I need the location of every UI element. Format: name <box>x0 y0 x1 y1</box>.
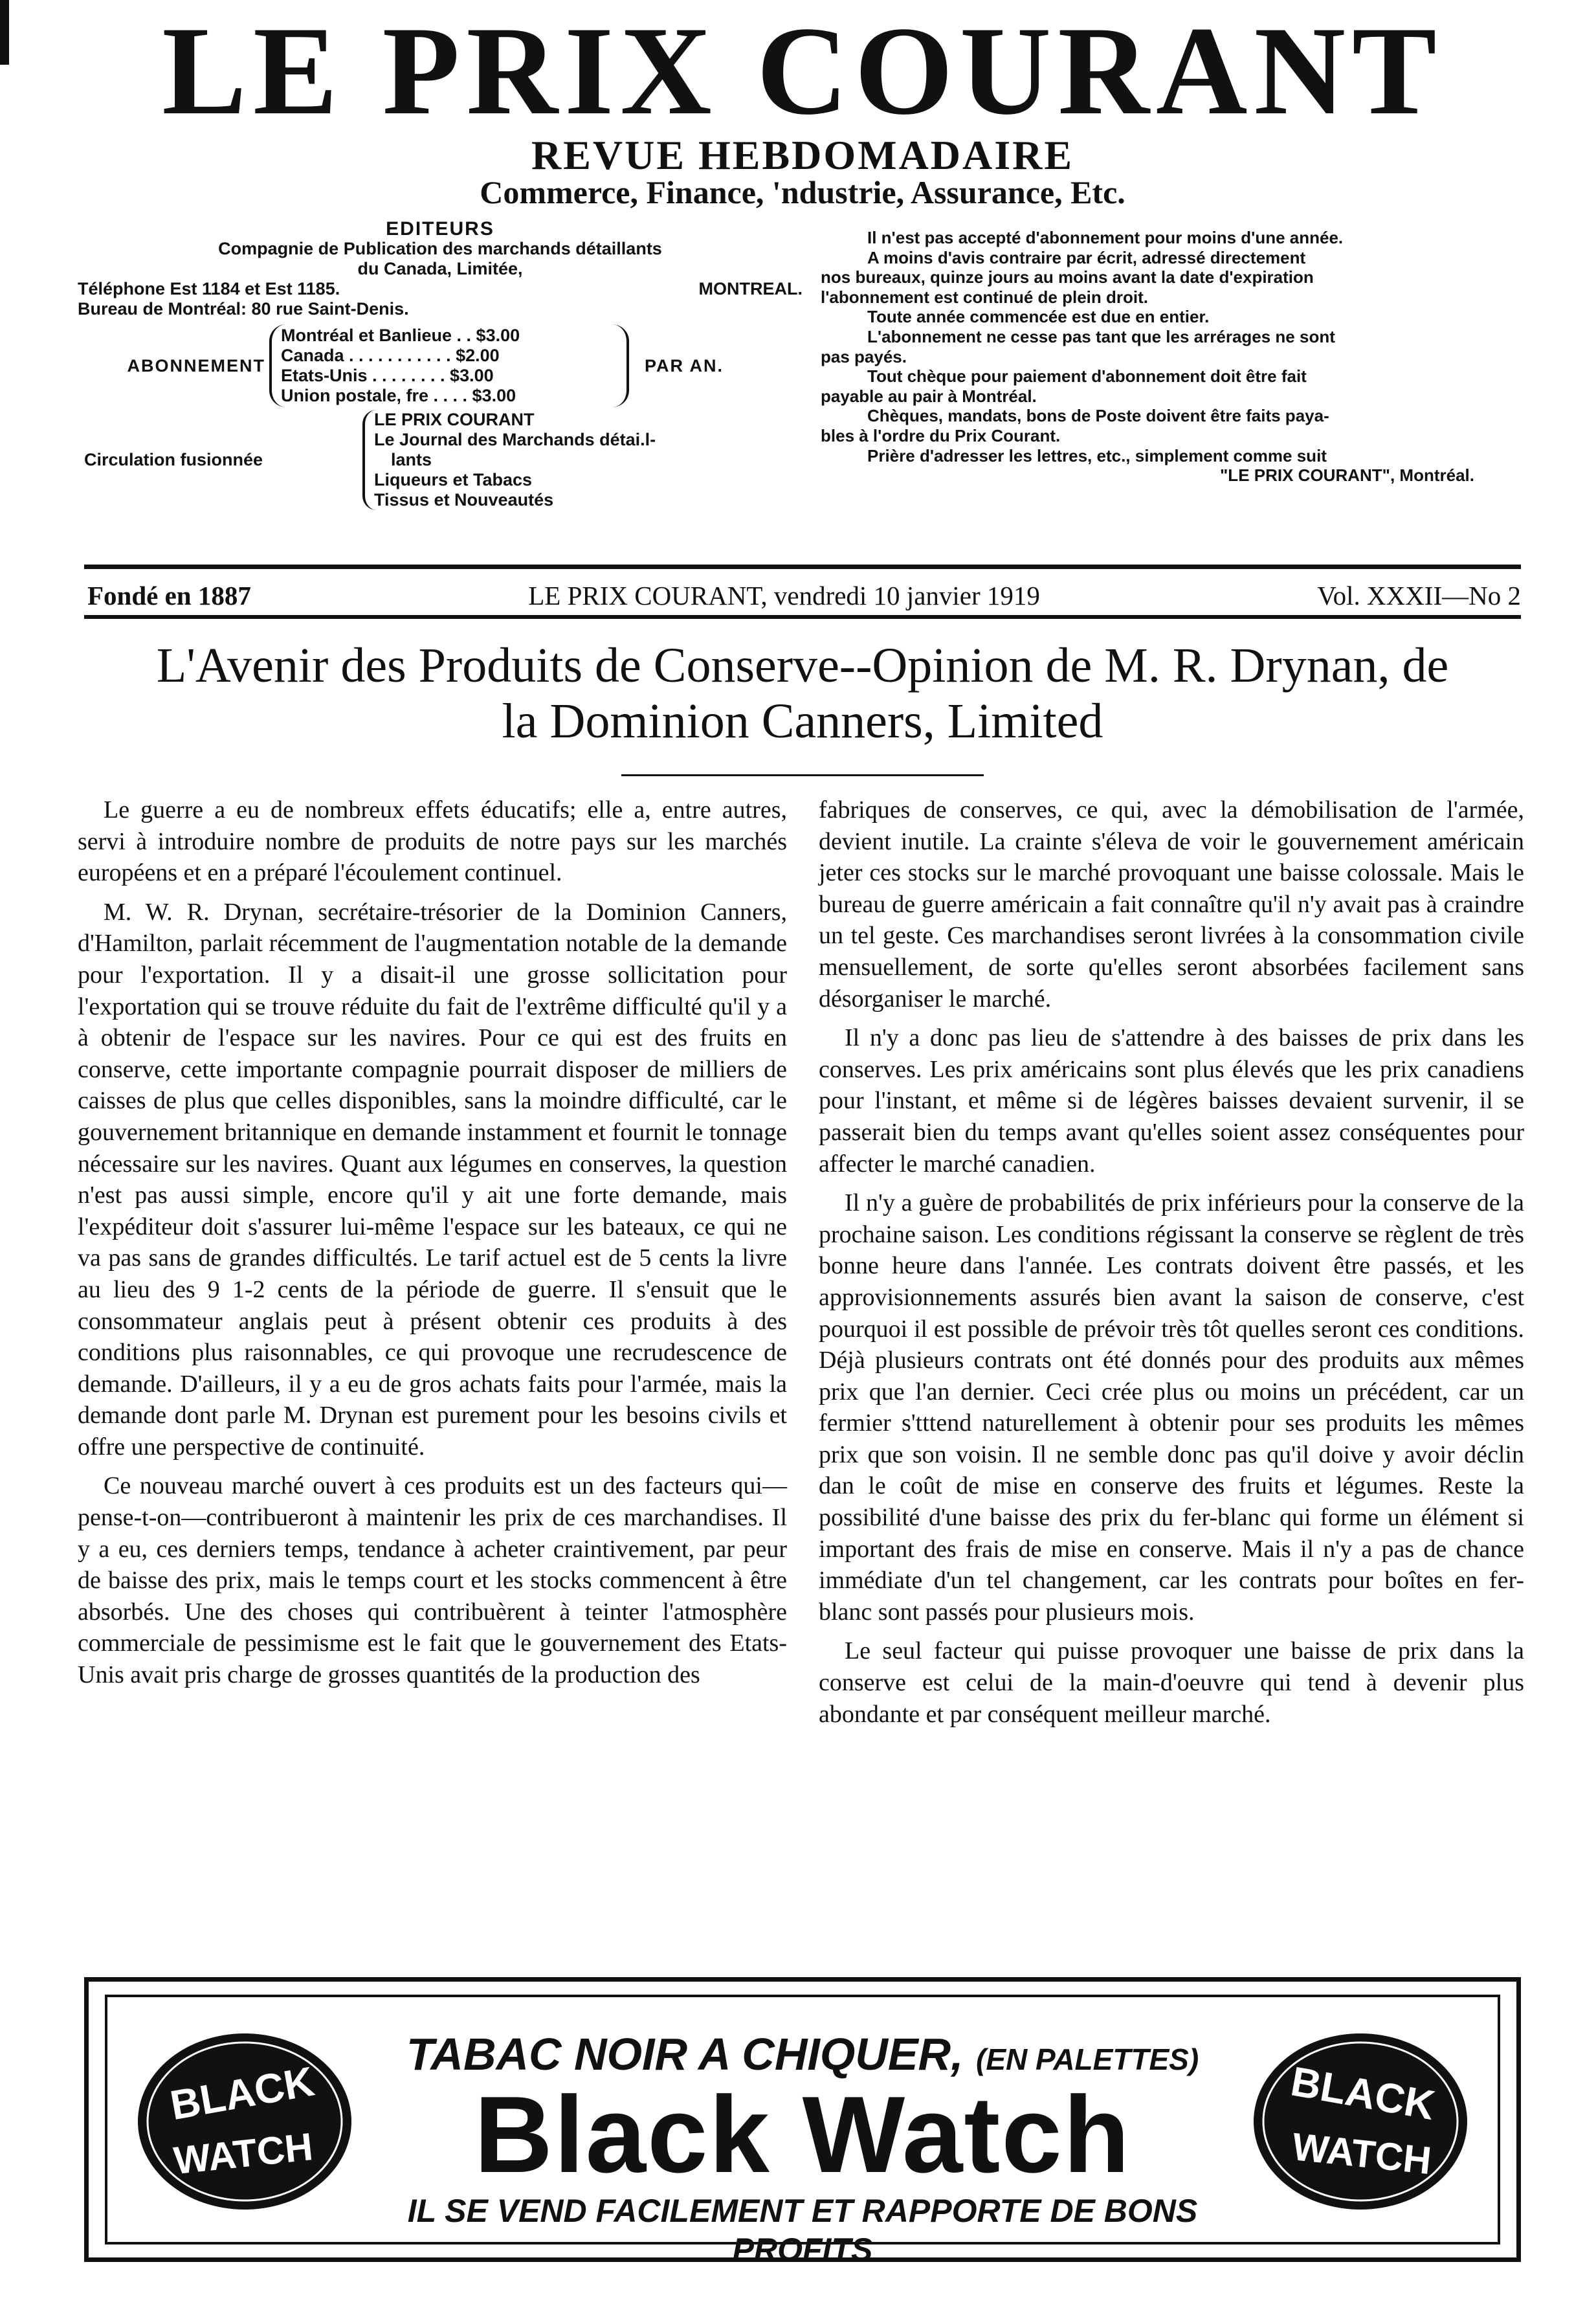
notice-line: Il n'est pas accepté d'abonnement pour moins d'une année. <box>867 228 1344 247</box>
advert-slogan: IL SE VEND FACILEMENT ET RAPPORTE DE BONS PROFITS <box>407 2193 1198 2268</box>
publisher-phone-row <box>78 279 803 299</box>
circulation-title: Tissus et Nouveautés <box>374 490 554 509</box>
circulation-title: lants <box>391 450 432 469</box>
subscription-rate: Montréal et Banlieue . . $3.00 <box>281 326 520 345</box>
circulation-title: Le Journal des Marchands détai.l- <box>374 430 656 449</box>
masthead-subtitle: REVUE HEBDOMADAIRE <box>531 132 1074 178</box>
subscription-rate: Union postale, fre . . . . $3.00 <box>281 386 516 405</box>
article-paragraph: fabriques de conserves, ce qui, avec la démobilisation de l'armée, devient inutile. La crainte s'éleva de voir le gouvernement américain jeter ces stocks sur le marché provoquant une baisse colossale. Mais le bureau de guerre américain a fait connaître qu'il n'y avait pas à craindre un tel geste. Ces marchandises seront livrées à la consommation civile mensuellement, de sorte qu'elles seront absorbées facilement sans désorganiser le marché. <box>819 796 1524 1013</box>
scan-edge-mark <box>0 0 9 65</box>
dateline <box>87 580 1521 611</box>
notice-line: A moins d'avis contraire par écrit, adressé directement <box>867 247 1306 267</box>
headline-line-1: L'Avenir des Produits de Conserve--Opinion de M. R. Drynan, de <box>156 638 1449 693</box>
notice-line: Prière d'adresser les lettres, etc., simplement comme suit <box>867 445 1327 465</box>
advert-product-form: (EN PALETTES) <box>976 2043 1199 2076</box>
article-paragraph: Le seul facteur qui puisse provoquer une baisse de prix dans la conserve est celui de la main-d'oeuvre qui tend à devenir plus abondante et par conséquent meilleur marché. <box>819 1637 1524 1728</box>
article-paragraph: Le guerre a eu de nombreux effets éducatifs; elle a, entre autres, servi à introduire nombre de produits de notre pays sur les marchés européens et en a préparé l'écoulement continuel. <box>78 796 787 887</box>
black-watch-seal-right-icon <box>1250 2031 1470 2212</box>
seal-top-text: BLACK <box>1287 2057 1439 2129</box>
seal-top-text: BLACK <box>166 2057 318 2129</box>
notice-line: "LE PRIX COURANT", Montréal. <box>1219 465 1474 486</box>
publisher-heading: EDITEURS <box>386 218 494 240</box>
article-paragraph: M. W. R. Drynan, secrétaire-trésorier de la Dominion Canners, d'Hamilton, parlait récemment de l'augmentation notable de la demande pour l'exportation. Il y a disait-il une grosse sollicitation pour l'exportation qui se trouve réduite du fait de l'extrême difficulté qu'il y a à obtenir de l'espace sur les navires. Pour ce qui est des fruits en conserve, cette importante compagnie pourrait disposer de milliers de caisses de plus que celles disponibles, sans la moindre difficulté, car le gouvernement britannique en demande instamment et fournit le tonnage nécessaire sur les navires. Quant aux légumes en conserves, la question n'est pas aussi simple, encore qu'il y ait une forte demande, mais l'expéditeur doit s'assurer lui-même l'espace sur les bateaux, ce qui ne va pas sans de grandes difficultés. Le tarif actuel est de 5 cents la livre au lieu des 9 1-2 cents de la période de guerre. Il s'ensuit que le consommateur anglais peut à présent obtenir ces produits à des conditions plus raisonnables, ce qui provoque une recrudescence de demande. D'ailleurs, il y a eu de gros achats faits pour l'armée, mais la demande dont parle M. Drynan est purement pour les besoins civils et offre une perspective de continuité. <box>78 898 787 1461</box>
notice-line: bles à l'ordre du Prix Courant. <box>821 425 1061 445</box>
circulation-titles <box>362 410 717 510</box>
masthead-tagline: Commerce, Finance, 'ndustrie, Assurance, Etc. <box>480 174 1125 210</box>
subscription-label: ABONNEMENT <box>127 355 265 375</box>
advertisement-inner-border <box>105 1995 1500 2268</box>
notice-line: Toute année commencée est due en entier. <box>867 307 1210 327</box>
header-rule-bottom <box>84 615 1521 619</box>
article-headline <box>84 638 1521 749</box>
article-paragraph: Il n'y a donc pas lieu de s'attendre à des baisses de prix dans les conserves. Les prix américains sont plus élevés que les prix canadiens pour l'instant, et même si de légères baisses devaient survenir, il se passerait bien du temps avant qu'elles soient assez conséquentes pour affecter le marché canadien. <box>819 1024 1524 1178</box>
advert-brand: Black Watch <box>474 2074 1131 2195</box>
circulation-title: Liqueurs et Tabacs <box>374 470 533 489</box>
notice-line: nos bureaux, quinze jours au moins avant la date d'expiration <box>821 267 1314 287</box>
notice-line: pas payés. <box>821 346 907 366</box>
black-watch-advertisement <box>84 1977 1521 2268</box>
article-paragraph: Il n'y a guère de probabilités de prix inférieurs pour la conserve de la prochaine saison. Les conditions régissant la conserve se règlent de très bonne heure dans l'année. Les contrats doivent être passés, et les approvisionnements assurés bien avant la saison de conserve, c'est pourquoi il est possible de prévoir très tôt quelles seront ces conditions. Déjà plusieurs contrats ont été donnés pour des produits aux mêmes prix que l'an dernier. Ceci crée plus ou moins un précédent, car un fermier s'tttend naturellement à obtenir pour ses produits les mêmes prix que son voisin. Il ne semble donc pas qu'il doive y avoir déclin dan le coût de mise en conserve des fruits et légumes. Reste la possibilité d'une baisse des prix du fer-blanc qui forme un élément si important des frais de mise en conserve. Mais il n'y a pas de chance immédiate d'un tel changement, car les contrats pour boîtes en fer-blanc sont passés pour plusieurs mois. <box>819 1189 1524 1626</box>
circulation-label: Circulation fusionnée <box>84 450 263 469</box>
notice-line: Chèques, mandats, bons de Poste doivent être faits paya- <box>867 406 1329 426</box>
publisher-block <box>78 219 803 510</box>
publisher-phone: Téléphone Est 1184 et Est 1185. <box>78 279 340 298</box>
header-rule-top <box>84 565 1521 569</box>
seal-bottom-text: WATCH <box>1290 2125 1434 2183</box>
publisher-office: Bureau de Montréal: 80 rue Saint-Denis. <box>78 299 409 319</box>
headline-line-2: la Dominion Canners, Limited <box>502 694 1103 748</box>
subscription-block <box>78 324 803 407</box>
notice-line: L'abonnement ne cesse pas tant que les arrérages ne sont <box>867 326 1335 346</box>
notices-block <box>821 228 1520 486</box>
notice-line: Tout chèque pour paiement d'abonnement doit être fait <box>867 366 1307 386</box>
notice-line: payable au pair à Montréal. <box>821 386 1037 406</box>
article-column-right <box>819 794 1524 1738</box>
article-paragraph: Ce nouveau marché ouvert à ces produits est un des facteurs qui—pense-t-on—contribueront à maintenir les prix de ces marchandises. Il y a eu, ces derniers temps, tendance à acheter craintivement, par peur de baisse des prix, mais le temps court et les stocks commencent à être absorbés. Une des choses qui contribuèrent à teinter l'atmosphère commerciale de pessimisme est le fait que le gouvernement des Etats-Unis avait pris charge de grosses quantités de la production des <box>78 1472 787 1689</box>
advert-product: TABAC NOIR A CHIQUER, <box>406 2029 964 2079</box>
black-watch-seal-left-icon <box>135 2031 355 2212</box>
publisher-line-1: Compagnie de Publication des marchands détaillants <box>218 239 662 258</box>
seal-bottom-text: WATCH <box>172 2125 315 2183</box>
headline-rule <box>621 774 984 776</box>
article-column-left <box>78 794 787 1699</box>
subscription-rate: Etats-Unis . . . . . . . . $3.00 <box>281 366 494 385</box>
volume-number: Vol. XXXII—No 2 <box>1317 581 1521 610</box>
founded-year: Fondé en 1887 <box>87 581 251 610</box>
publisher-city: MONTREAL. <box>698 279 803 298</box>
circulation-block <box>78 410 803 510</box>
issue-date: LE PRIX COURANT, vendredi 10 janvier 1919 <box>528 581 1040 610</box>
masthead-title: LE PRIX COURANT <box>162 1 1443 141</box>
subscription-rates <box>269 324 629 407</box>
publisher-line-2: du Canada, Limitée, <box>357 259 523 278</box>
subscription-period: PAR AN. <box>645 355 724 375</box>
circulation-title: LE PRIX COURANT <box>374 410 535 429</box>
notice-line: l'abonnement est continué de plein droit. <box>821 287 1148 307</box>
subscription-rate: Canada . . . . . . . . . . . $2.00 <box>281 346 500 365</box>
